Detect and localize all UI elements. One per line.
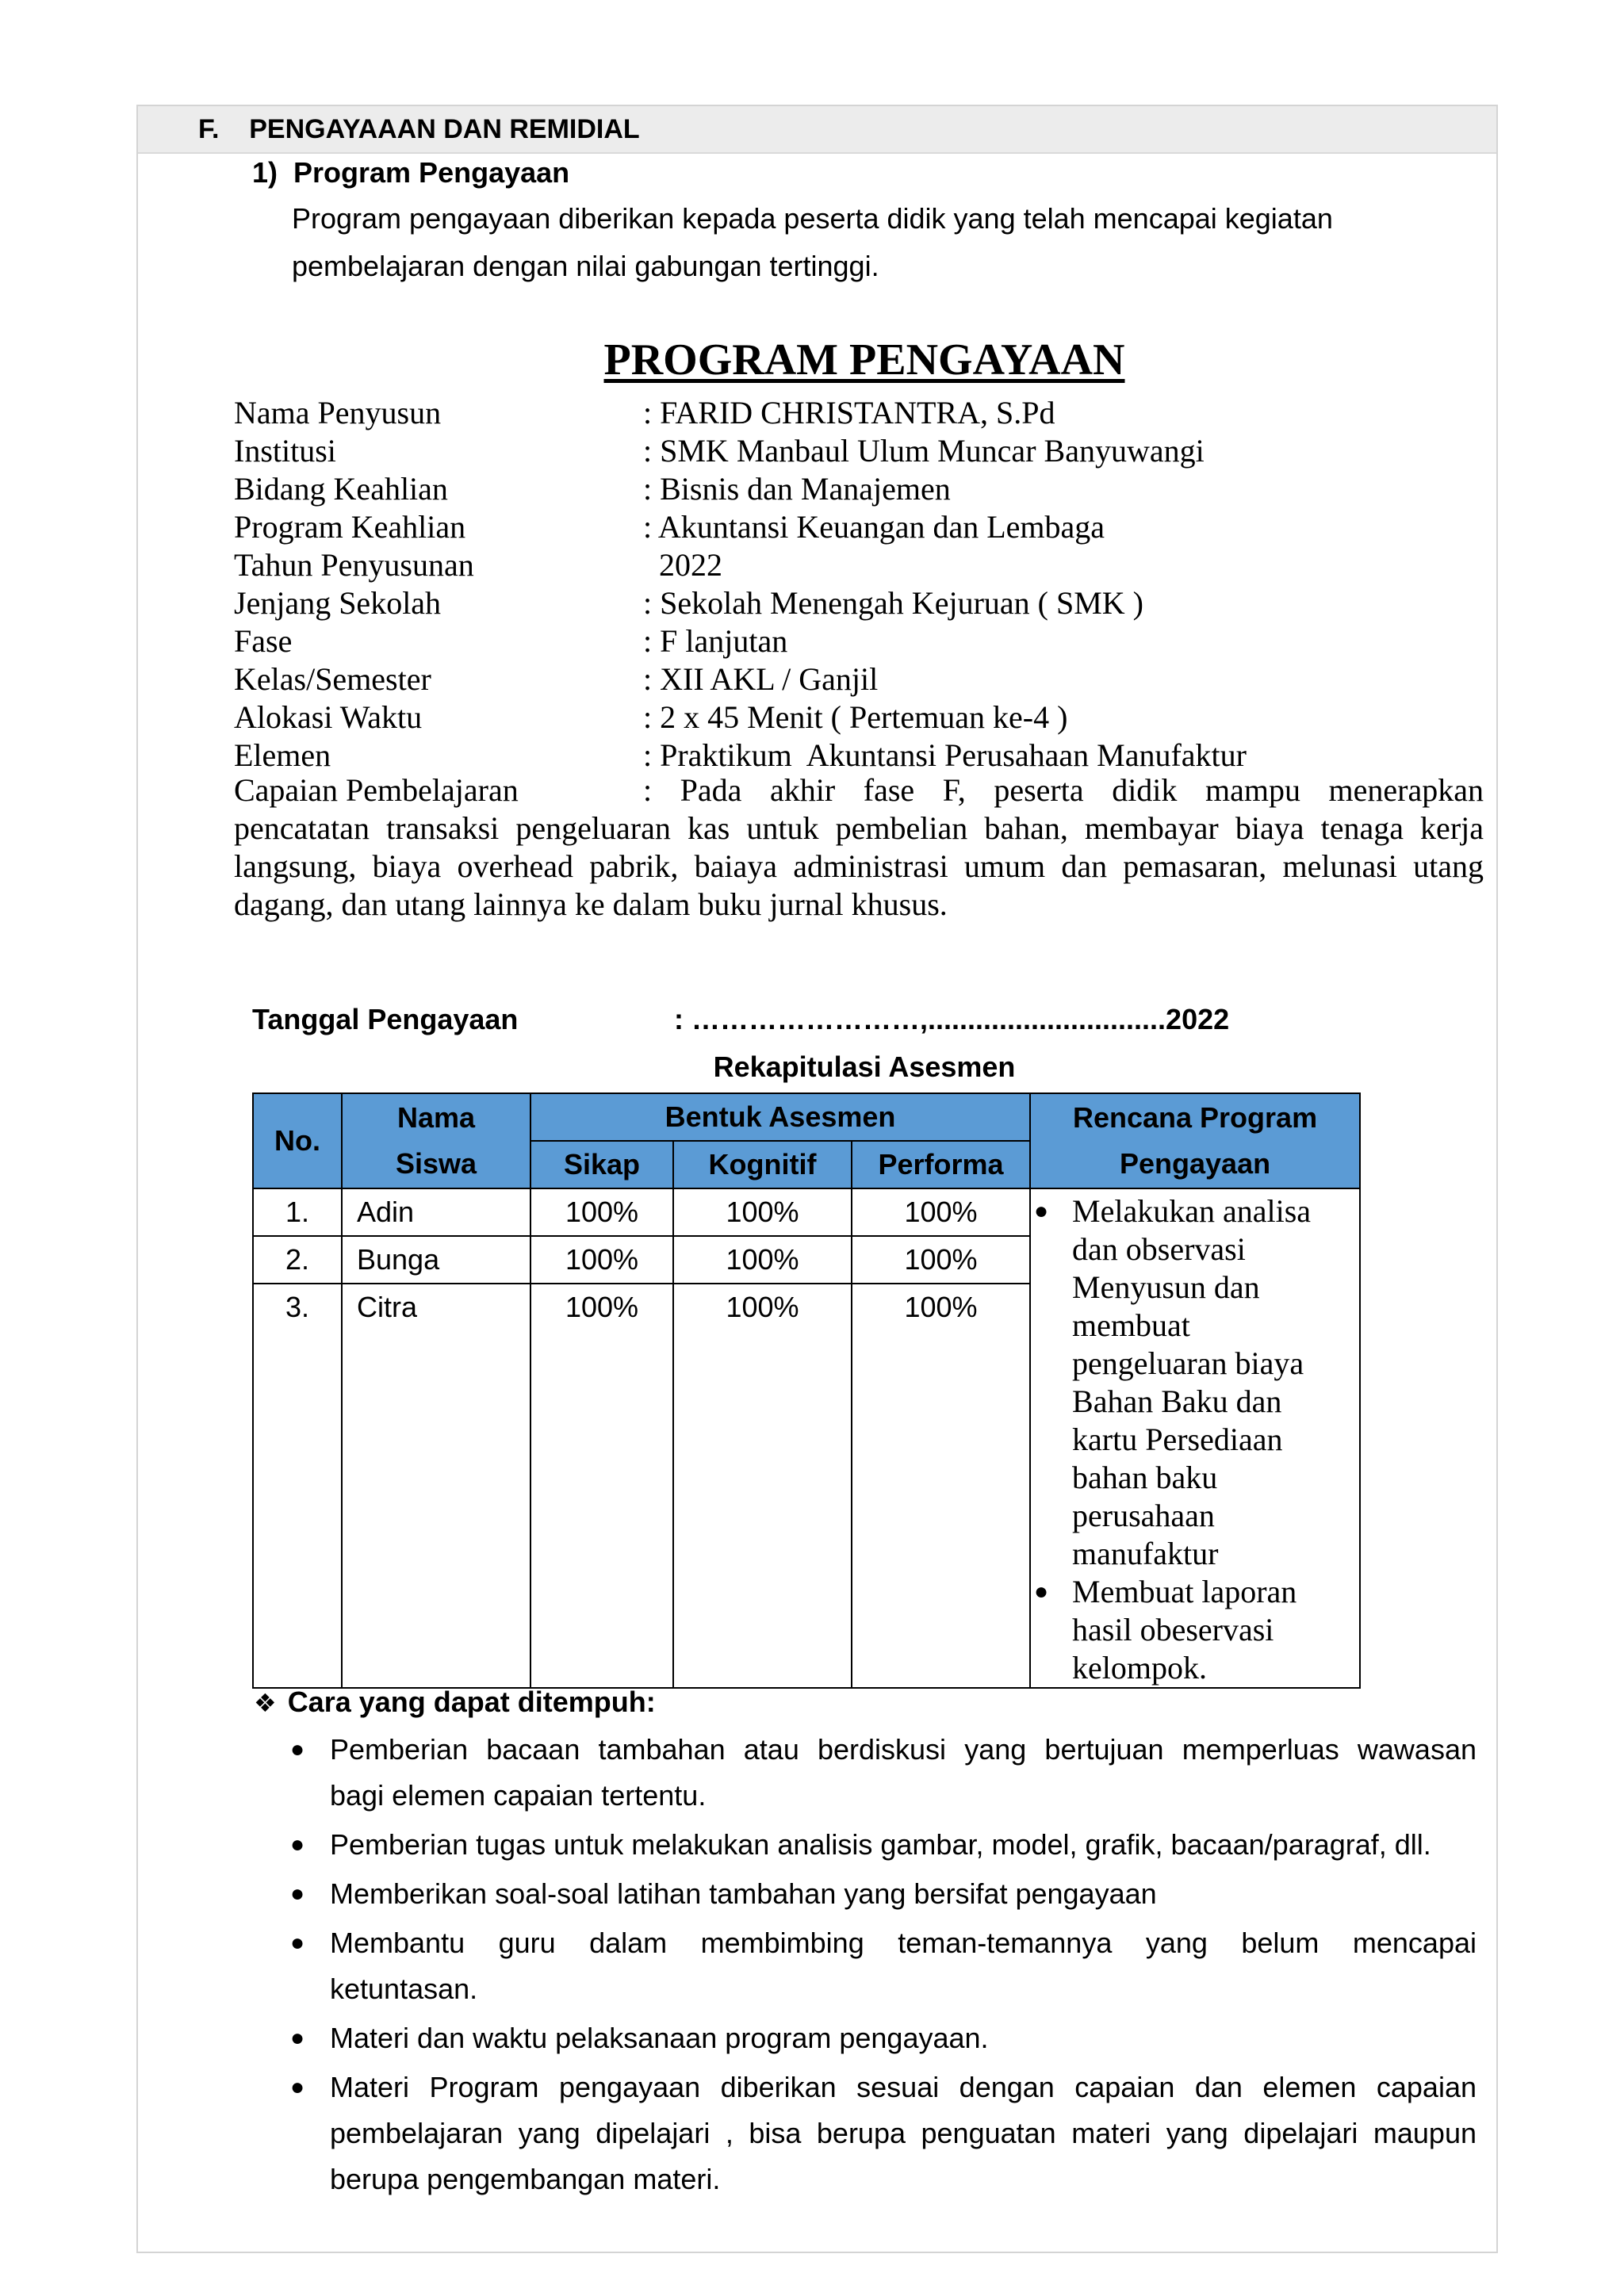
section-heading: F. PENGAYAAAN DAN REMIDIAL: [198, 114, 640, 144]
capaian-line: : Pada akhir fase F, peserta didik mampu menerapkan: [643, 772, 1484, 808]
list-line: Materi Program pengayaan diberikan sesuai dengan capaian dan elemen capaian: [330, 2071, 1477, 2103]
rencana-line: Menyusun dan: [1072, 1269, 1260, 1305]
header-rencana: [1030, 1093, 1360, 1188]
list-item: [290, 1920, 1477, 2012]
capaian-line: pencatatan transaksi pengeluaran kas untuk pembelian bahan, membayar biaya tenaga kerja: [234, 810, 1484, 846]
cell-nama: Bunga: [342, 1236, 530, 1284]
rencana-line: Bahan Baku dan: [1072, 1383, 1282, 1419]
rencana-line: perusahaan: [1072, 1498, 1215, 1533]
header-performa: [852, 1141, 1030, 1188]
rencana-line: pengeluaran biaya: [1072, 1345, 1304, 1381]
list-line: Pemberian tugas untuk melakukan analisis gambar, model, grafik, bacaan/paragraf, dll.: [330, 1828, 1431, 1861]
info-value: : F lanjutan: [643, 623, 788, 659]
list-line: ketuntasan.: [330, 1973, 478, 2005]
info-value: : Akuntansi Keuangan dan Lembaga: [643, 509, 1105, 545]
rencana-item: [1034, 1192, 1359, 1573]
intro-paragraph: Program pengayaan diberikan kepada peserta didik yang telah mencapai kegiatan pembelajaran dengan nilai gabungan tertinggi.: [292, 202, 1333, 282]
rencana-line: Melakukan analisa: [1072, 1193, 1312, 1229]
cell-performa: 100%: [852, 1236, 1030, 1284]
info-label: Fase: [234, 623, 293, 659]
capaian-label: Capaian Pembelajaran: [234, 772, 519, 808]
header-nama-text: Nama: [396, 1101, 476, 1134]
info-label: Institusi: [234, 433, 336, 469]
cell-sikap: 100%: [530, 1236, 673, 1284]
rencana-line: bahan baku: [1072, 1460, 1218, 1495]
bullet-icon: ●: [290, 1736, 305, 1762]
tanggal-label: Tanggal Pengayaan: [252, 1003, 519, 1035]
cell-performa: 100%: [852, 1188, 1030, 1236]
info-value: : XII AKL / Ganjil: [643, 661, 879, 697]
info-value: : Praktikum Akuntansi Perusahaan Manufaktur: [643, 737, 1247, 773]
info-label: Kelas/Semester: [234, 661, 431, 697]
cell-rencana-program: [1030, 1188, 1360, 1688]
cell-sikap: 100%: [530, 1284, 673, 1688]
info-value: : Sekolah Menengah Kejuruan ( SMK ): [643, 585, 1143, 621]
cell-no: 3.: [253, 1284, 342, 1688]
rekap-title: Rekapitulasi Asesmen: [713, 1050, 1016, 1083]
header-bentuk-asesmen: [530, 1093, 1030, 1141]
cell-no: 1.: [253, 1188, 342, 1236]
header-nama: [342, 1093, 530, 1188]
rencana-line: membuat: [1072, 1307, 1190, 1343]
list-line: bagi elemen capaian tertentu.: [330, 1779, 707, 1812]
info-value: 2022: [643, 547, 722, 583]
list-line: Materi dan waktu pelaksanaan program pengayaan.: [330, 2022, 989, 2054]
bullet-icon: ●: [290, 1930, 305, 1956]
list-line: pembelajaran yang dipelajari , bisa berupa penguatan materi yang dipelajari maupun: [330, 2117, 1477, 2149]
header-performa-text: Performa: [878, 1148, 1004, 1181]
cara-heading: [254, 1682, 656, 1723]
header-siswa-text: Siswa: [395, 1147, 477, 1180]
rekap-table: [252, 1093, 1361, 1689]
info-label: Jenjang Sekolah: [234, 585, 442, 621]
cara-title: Cara yang dapat ditempuh:: [287, 1686, 656, 1718]
info-value: : Bisnis dan Manajemen: [643, 471, 951, 507]
cell-no: 2.: [253, 1236, 342, 1284]
rencana-line: Membuat laporan: [1072, 1574, 1297, 1609]
bullet-icon: ●: [290, 2074, 305, 2100]
capaian-line: langsung, biaya overhead pabrik, baiaya administrasi umum dan pemasaran, melunasi utang: [234, 848, 1484, 884]
rencana-line: hasil obeservasi: [1072, 1612, 1274, 1647]
info-label: Program Keahlian: [234, 509, 466, 545]
header-bentuk-text: Bentuk Asesmen: [665, 1100, 896, 1133]
bullet-icon: ●: [1034, 1198, 1049, 1224]
bullet-icon: ●: [1034, 1578, 1049, 1605]
header-sikap-text: Sikap: [563, 1148, 641, 1181]
cell-kognitif: 100%: [673, 1188, 852, 1236]
info-value: : FARID CHRISTANTRA, S.Pd: [643, 395, 1055, 430]
info-value: : SMK Manbaul Ulum Muncar Banyuwangi: [643, 433, 1205, 469]
cell-performa: 100%: [852, 1284, 1030, 1688]
header-no: [253, 1093, 342, 1188]
header-kognitif: [673, 1141, 852, 1188]
cell-sikap: 100%: [530, 1188, 673, 1236]
tanggal-value: : ……………………,..............................2022: [674, 1003, 1230, 1035]
cara-list: [290, 1727, 1477, 2206]
bullet-icon: ●: [290, 1881, 305, 1907]
capaian-pembelajaran: [234, 771, 1484, 924]
header-rencana-text: Rencana Program: [1072, 1101, 1318, 1134]
rencana-line: kelompok.: [1072, 1650, 1208, 1686]
bullet-icon: ●: [290, 1831, 305, 1858]
list-item: [290, 1727, 1477, 1819]
header-pengayaan-text: Pengayaan: [1119, 1147, 1271, 1180]
list-item: [290, 1871, 1477, 1917]
list-line: Memberikan soal-soal latihan tambahan yang bersifat pengayaan: [330, 1877, 1157, 1910]
list-line: Pemberian bacaan tambahan atau berdiskusi yang bertujuan memperluas wawasan: [330, 1733, 1477, 1766]
info-label: Nama Penyusun: [234, 395, 442, 430]
bullet-icon: ●: [290, 2025, 305, 2051]
table-row: [253, 1188, 1360, 1236]
info-label: Alokasi Waktu: [234, 699, 423, 735]
cell-kognitif: 100%: [673, 1284, 852, 1688]
list-item: [290, 2064, 1477, 2202]
list-item: [290, 1822, 1477, 1868]
diamond-bullet-icon: ❖: [254, 1689, 277, 1717]
program-title: PROGRAM PENGAYAAN: [603, 335, 1125, 385]
header-sikap: [530, 1141, 673, 1188]
list-line: Membantu guru dalam membimbing teman-temannya yang belum mencapai: [330, 1927, 1477, 1959]
capaian-line: dagang, dan utang lainnya ke dalam buku jurnal khusus.: [234, 886, 948, 922]
list-item: [290, 2015, 1477, 2061]
header-kognitif-text: Kognitif: [708, 1148, 817, 1181]
subsection-heading: 1) Program Pengayaan: [252, 156, 570, 189]
header-no-text: No.: [274, 1124, 320, 1157]
rencana-item: [1034, 1573, 1359, 1687]
info-label: Elemen: [234, 737, 331, 773]
cell-nama: Adin: [342, 1188, 530, 1236]
rencana-line: kartu Persediaan: [1072, 1422, 1283, 1457]
rencana-line: manufaktur: [1072, 1536, 1219, 1571]
list-line: berupa pengembangan materi.: [330, 2163, 721, 2195]
info-label: Bidang Keahlian: [234, 471, 448, 507]
info-value: : 2 x 45 Menit ( Pertemuan ke-4 ): [643, 699, 1068, 735]
rencana-line: dan observasi: [1072, 1231, 1246, 1267]
cell-nama: Citra: [342, 1284, 530, 1688]
info-label: Tahun Penyusunan: [234, 547, 474, 583]
cell-kognitif: 100%: [673, 1236, 852, 1284]
